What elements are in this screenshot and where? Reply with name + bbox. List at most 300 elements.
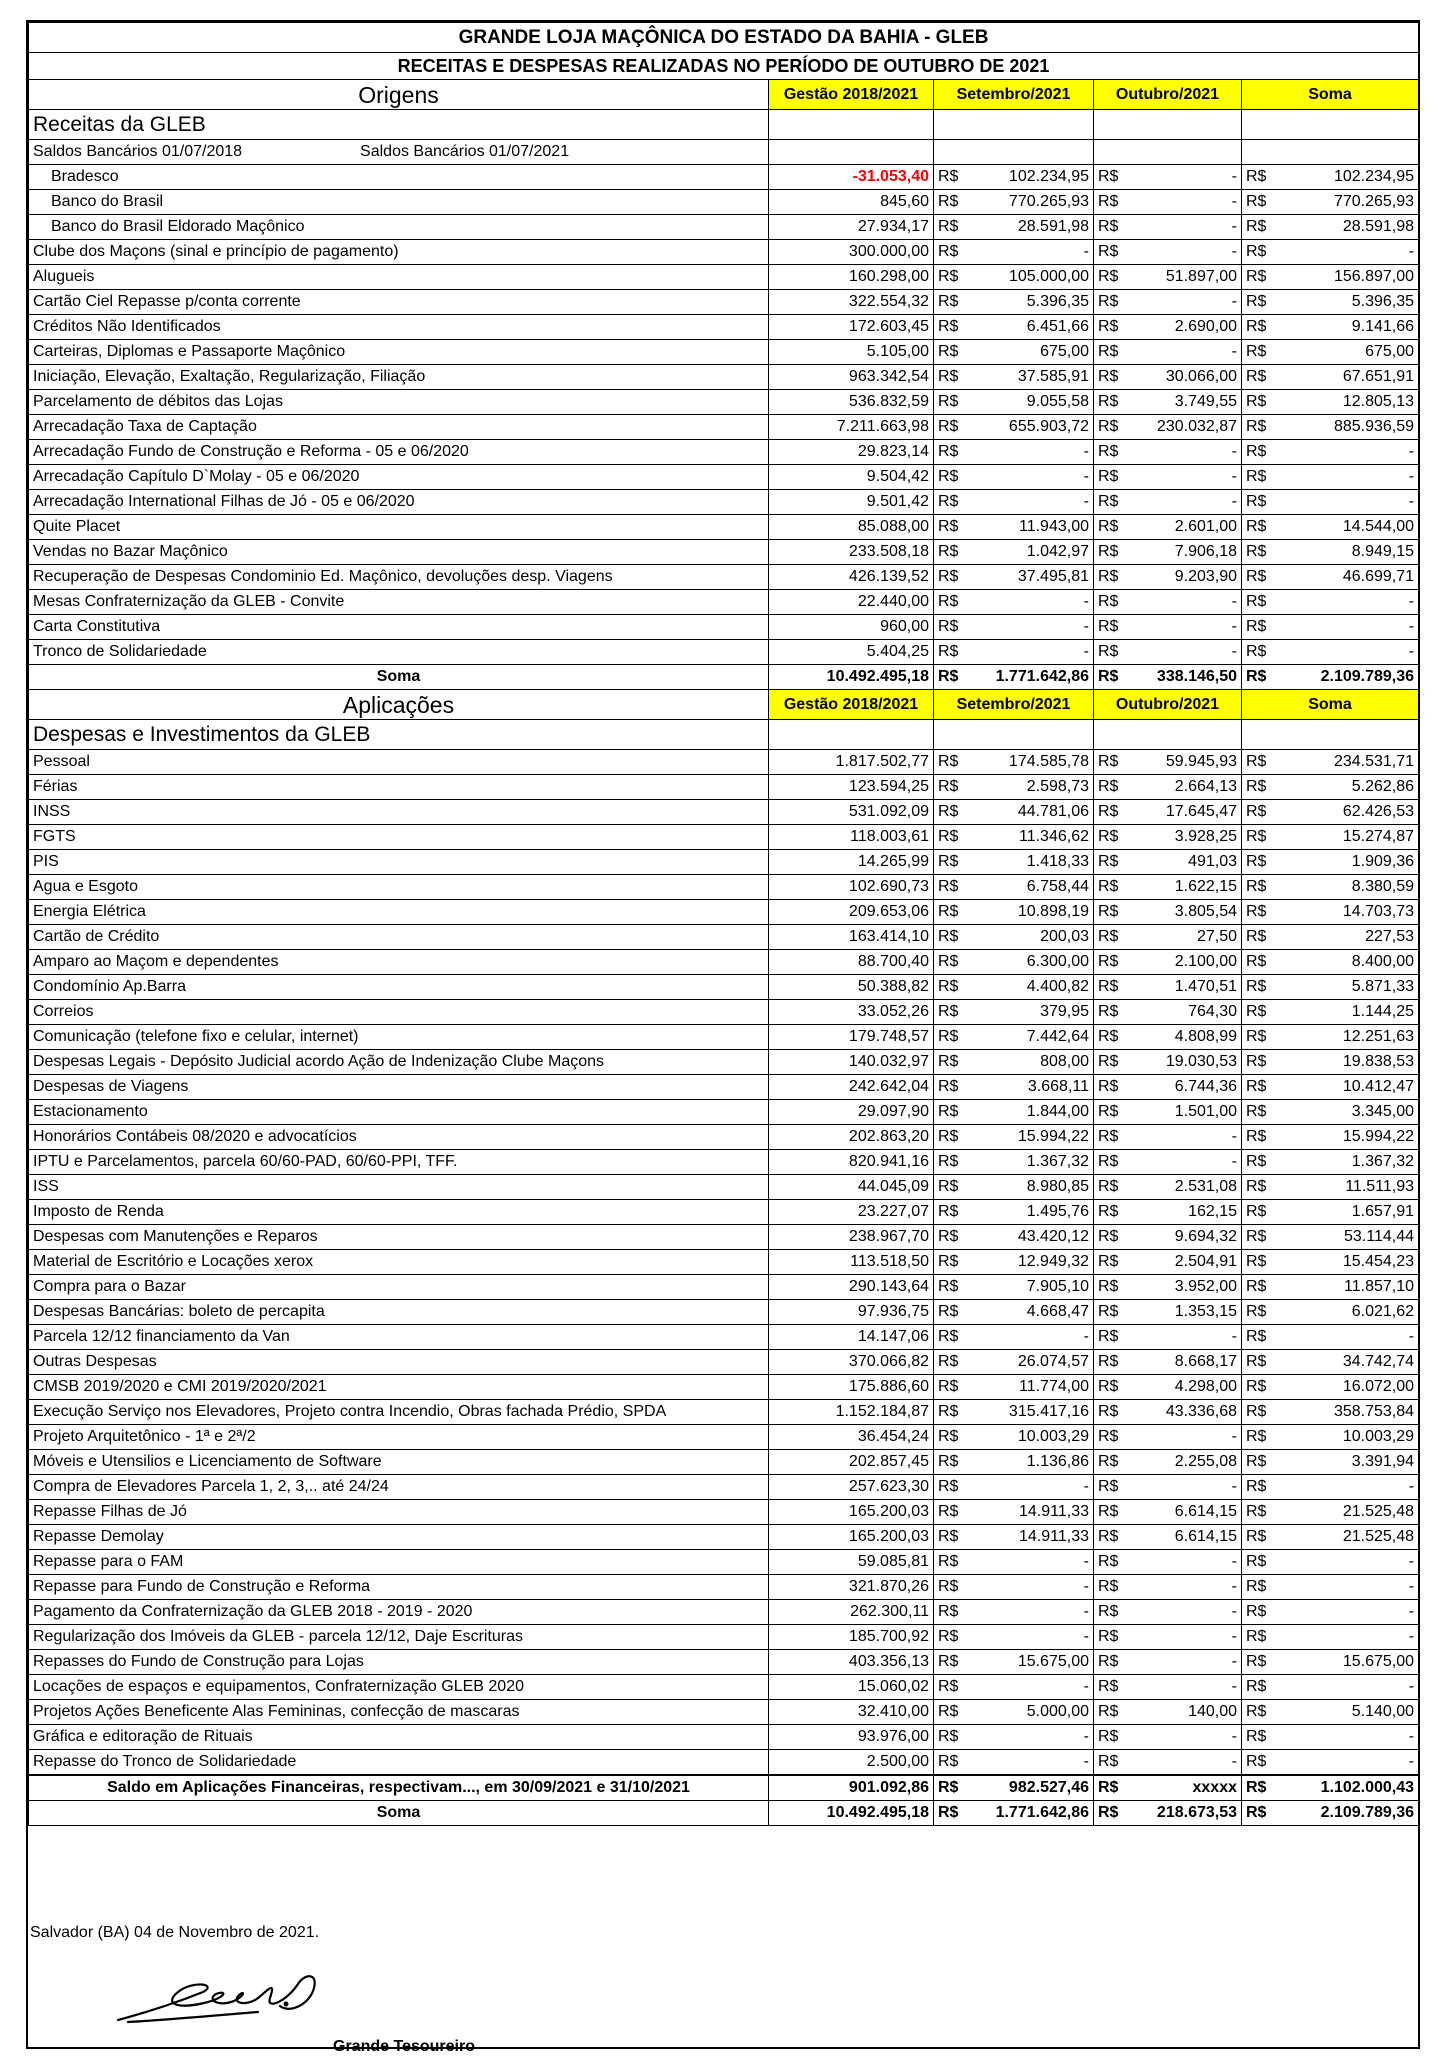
value-gestao: 163.414,10 bbox=[769, 925, 934, 950]
value-t: - bbox=[1270, 1575, 1419, 1600]
value-t: - bbox=[1270, 1675, 1419, 1700]
currency-symbol: R$ bbox=[934, 925, 962, 950]
currency-symbol: R$ bbox=[1242, 1250, 1270, 1275]
value-gestao: 172.603,45 bbox=[769, 315, 934, 340]
currency-symbol: R$ bbox=[1242, 1425, 1270, 1450]
value-s: 3.668,11 bbox=[962, 1075, 1094, 1100]
table-row bbox=[29, 1050, 1419, 1075]
currency-symbol: R$ bbox=[1242, 390, 1270, 415]
row-label: Bradesco bbox=[29, 165, 769, 190]
table-row bbox=[29, 1650, 1419, 1675]
value-s: 5.000,00 bbox=[962, 1700, 1094, 1725]
value-gestao: 300.000,00 bbox=[769, 240, 934, 265]
currency-symbol: R$ bbox=[1094, 1600, 1122, 1625]
value-t: 8.400,00 bbox=[1270, 950, 1419, 975]
value-o: - bbox=[1122, 1650, 1242, 1675]
currency-symbol: R$ bbox=[1094, 775, 1122, 800]
value-o: - bbox=[1122, 1550, 1242, 1575]
value-o: - bbox=[1122, 1725, 1242, 1750]
currency-symbol: R$ bbox=[1242, 340, 1270, 365]
value-o: 3.749,55 bbox=[1122, 390, 1242, 415]
value-s: 1.418,33 bbox=[962, 850, 1094, 875]
value-gestao: 238.967,70 bbox=[769, 1225, 934, 1250]
value-s: 4.400,82 bbox=[962, 975, 1094, 1000]
table-row bbox=[29, 1750, 1419, 1776]
value-s: 43.420,12 bbox=[962, 1225, 1094, 1250]
value-s: 1.844,00 bbox=[962, 1100, 1094, 1125]
row-label: Arrecadação Capítulo D`Molay - 05 e 06/2020 bbox=[29, 465, 769, 490]
row-label: Repasse do Tronco de Solidariedade bbox=[29, 1750, 769, 1776]
table-row bbox=[29, 1075, 1419, 1100]
row-label: Honorários Contábeis 08/2020 e advocatícios bbox=[29, 1125, 769, 1150]
value-t: 19.838,53 bbox=[1270, 1050, 1419, 1075]
value-o: - bbox=[1122, 1425, 1242, 1450]
value-o: 491,03 bbox=[1122, 850, 1242, 875]
currency-symbol: R$ bbox=[1242, 900, 1270, 925]
value-s: - bbox=[962, 1575, 1094, 1600]
currency-symbol: R$ bbox=[934, 1500, 962, 1525]
value-gestao: 175.886,60 bbox=[769, 1375, 934, 1400]
currency-symbol: R$ bbox=[1094, 900, 1122, 925]
value-gestao: 7.211.663,98 bbox=[769, 415, 934, 440]
group-header-row bbox=[29, 720, 1419, 750]
currency-symbol: R$ bbox=[1094, 1500, 1122, 1525]
table-row bbox=[29, 1325, 1419, 1350]
table-row bbox=[29, 1025, 1419, 1050]
currency-symbol: R$ bbox=[1094, 1801, 1122, 1826]
currency-symbol: R$ bbox=[1094, 950, 1122, 975]
value-o: 2.531,08 bbox=[1122, 1175, 1242, 1200]
currency-symbol: R$ bbox=[1242, 1025, 1270, 1050]
value-t: 11.511,93 bbox=[1270, 1175, 1419, 1200]
currency-symbol: R$ bbox=[1094, 1575, 1122, 1600]
row-label: Alugueis bbox=[29, 265, 769, 290]
table-row bbox=[29, 1775, 1419, 1801]
currency-symbol: R$ bbox=[934, 165, 962, 190]
currency-symbol: R$ bbox=[1094, 265, 1122, 290]
value-o: - bbox=[1122, 290, 1242, 315]
currency-symbol: R$ bbox=[934, 1375, 962, 1400]
value-gestao: 97.936,75 bbox=[769, 1300, 934, 1325]
currency-symbol: R$ bbox=[1242, 1075, 1270, 1100]
value-o: 6.614,15 bbox=[1122, 1525, 1242, 1550]
value-s: - bbox=[962, 640, 1094, 665]
value-s: 26.074,57 bbox=[962, 1350, 1094, 1375]
empty-cell bbox=[1094, 110, 1242, 140]
currency-symbol: R$ bbox=[1242, 165, 1270, 190]
value-t: 234.531,71 bbox=[1270, 750, 1419, 775]
value-gestao: 85.088,00 bbox=[769, 515, 934, 540]
row-label: Repasse para o FAM bbox=[29, 1550, 769, 1575]
currency-symbol: R$ bbox=[1242, 640, 1270, 665]
value-gestao: 963.342,54 bbox=[769, 365, 934, 390]
currency-symbol: R$ bbox=[934, 1000, 962, 1025]
row-label: Condomínio Ap.Barra bbox=[29, 975, 769, 1000]
value-gestao: 426.139,52 bbox=[769, 565, 934, 590]
row-label: CMSB 2019/2020 e CMI 2019/2020/2021 bbox=[29, 1375, 769, 1400]
currency-symbol: R$ bbox=[1094, 1700, 1122, 1725]
value-t: 14.544,00 bbox=[1270, 515, 1419, 540]
value-gestao: 14.147,06 bbox=[769, 1325, 934, 1350]
value-t: 358.753,84 bbox=[1270, 1400, 1419, 1425]
value-s: 14.911,33 bbox=[962, 1500, 1094, 1525]
row-label: Estacionamento bbox=[29, 1100, 769, 1125]
currency-symbol: R$ bbox=[934, 1725, 962, 1750]
value-gestao: 403.356,13 bbox=[769, 1650, 934, 1675]
value-s: 15.675,00 bbox=[962, 1650, 1094, 1675]
currency-symbol: R$ bbox=[934, 1775, 962, 1801]
value-gestao: 845,60 bbox=[769, 190, 934, 215]
row-label: INSS bbox=[29, 800, 769, 825]
currency-symbol: R$ bbox=[1242, 925, 1270, 950]
value-gestao: 2.500,00 bbox=[769, 1750, 934, 1776]
value-gestao: 901.092,86 bbox=[769, 1775, 934, 1801]
row-label: Parcela 12/12 financiamento da Van bbox=[29, 1325, 769, 1350]
value-t: - bbox=[1270, 1475, 1419, 1500]
currency-symbol: R$ bbox=[1242, 315, 1270, 340]
value-o: 59.945,93 bbox=[1122, 750, 1242, 775]
value-o: 338.146,50 bbox=[1122, 665, 1242, 690]
value-s: 15.994,22 bbox=[962, 1125, 1094, 1150]
empty-cell bbox=[1094, 720, 1242, 750]
value-o: - bbox=[1122, 590, 1242, 615]
value-t: 12.805,13 bbox=[1270, 390, 1419, 415]
value-t: 15.274,87 bbox=[1270, 825, 1419, 850]
value-t: 885.936,59 bbox=[1270, 415, 1419, 440]
currency-symbol: R$ bbox=[1094, 1250, 1122, 1275]
currency-symbol: R$ bbox=[934, 365, 962, 390]
value-gestao: 531.092,09 bbox=[769, 800, 934, 825]
value-t: 6.021,62 bbox=[1270, 1300, 1419, 1325]
value-o: - bbox=[1122, 615, 1242, 640]
value-s: - bbox=[962, 465, 1094, 490]
value-s: 44.781,06 bbox=[962, 800, 1094, 825]
currency-symbol: R$ bbox=[1094, 1050, 1122, 1075]
value-t: 21.525,48 bbox=[1270, 1525, 1419, 1550]
value-s: - bbox=[962, 440, 1094, 465]
table-row bbox=[29, 1700, 1419, 1725]
value-gestao: 290.143,64 bbox=[769, 1275, 934, 1300]
row-label: Repasses do Fundo de Construção para Lojas bbox=[29, 1650, 769, 1675]
row-label: Férias bbox=[29, 775, 769, 800]
value-o: - bbox=[1122, 165, 1242, 190]
currency-symbol: R$ bbox=[1242, 1775, 1270, 1801]
currency-symbol: R$ bbox=[1242, 1225, 1270, 1250]
value-o: 2.690,00 bbox=[1122, 315, 1242, 340]
table-row bbox=[29, 750, 1419, 775]
value-t: 10.412,47 bbox=[1270, 1075, 1419, 1100]
group-title: Receitas da GLEB bbox=[29, 110, 769, 140]
currency-symbol: R$ bbox=[934, 340, 962, 365]
currency-symbol: R$ bbox=[1094, 925, 1122, 950]
value-o: 3.952,00 bbox=[1122, 1275, 1242, 1300]
currency-symbol: R$ bbox=[1094, 215, 1122, 240]
currency-symbol: R$ bbox=[934, 1150, 962, 1175]
currency-symbol: R$ bbox=[1094, 1275, 1122, 1300]
currency-symbol: R$ bbox=[1242, 1100, 1270, 1125]
currency-symbol: R$ bbox=[1242, 1175, 1270, 1200]
table-row bbox=[29, 1625, 1419, 1650]
currency-symbol: R$ bbox=[934, 900, 962, 925]
currency-symbol: R$ bbox=[1242, 1375, 1270, 1400]
currency-symbol: R$ bbox=[1094, 240, 1122, 265]
currency-symbol: R$ bbox=[1242, 1300, 1270, 1325]
table-row bbox=[29, 1575, 1419, 1600]
table-row bbox=[29, 1150, 1419, 1175]
row-label: Energia Elétrica bbox=[29, 900, 769, 925]
currency-symbol: R$ bbox=[934, 215, 962, 240]
row-label: Vendas no Bazar Maçônico bbox=[29, 540, 769, 565]
value-gestao: 5.404,25 bbox=[769, 640, 934, 665]
currency-symbol: R$ bbox=[1094, 315, 1122, 340]
value-o: - bbox=[1122, 1325, 1242, 1350]
value-s: 10.898,19 bbox=[962, 900, 1094, 925]
value-t: 28.591,98 bbox=[1270, 215, 1419, 240]
currency-symbol: R$ bbox=[934, 1575, 962, 1600]
value-gestao: 36.454,24 bbox=[769, 1425, 934, 1450]
currency-symbol: R$ bbox=[934, 1400, 962, 1425]
value-o: - bbox=[1122, 340, 1242, 365]
value-t: 62.426,53 bbox=[1270, 800, 1419, 825]
saldos-label-2021: Saldos Bancários 01/07/2021 bbox=[360, 143, 570, 160]
currency-symbol: R$ bbox=[1242, 1575, 1270, 1600]
currency-symbol: R$ bbox=[1094, 1350, 1122, 1375]
value-o: 19.030,53 bbox=[1122, 1050, 1242, 1075]
row-label: Repasse Filhas de Jó bbox=[29, 1500, 769, 1525]
value-s: 10.003,29 bbox=[962, 1425, 1094, 1450]
row-label: Quite Placet bbox=[29, 515, 769, 540]
table-row bbox=[29, 1801, 1419, 1826]
value-s: 37.495,81 bbox=[962, 565, 1094, 590]
group-title: Despesas e Investimentos da GLEB bbox=[29, 720, 769, 750]
table-row bbox=[29, 1100, 1419, 1125]
currency-symbol: R$ bbox=[934, 515, 962, 540]
currency-symbol: R$ bbox=[1094, 465, 1122, 490]
value-t: 53.114,44 bbox=[1270, 1225, 1419, 1250]
value-o: 17.645,47 bbox=[1122, 800, 1242, 825]
row-label: Execução Serviço nos Elevadores, Projeto contra Incendio, Obras fachada Prédio, SPDA bbox=[29, 1400, 769, 1425]
value-s: 8.980,85 bbox=[962, 1175, 1094, 1200]
currency-symbol: R$ bbox=[934, 1325, 962, 1350]
currency-symbol: R$ bbox=[934, 1675, 962, 1700]
table-row bbox=[29, 1000, 1419, 1025]
value-t: 15.675,00 bbox=[1270, 1650, 1419, 1675]
table-row bbox=[29, 1125, 1419, 1150]
value-s: 4.668,47 bbox=[962, 1300, 1094, 1325]
value-t: 8.949,15 bbox=[1270, 540, 1419, 565]
value-t: 11.857,10 bbox=[1270, 1275, 1419, 1300]
currency-symbol: R$ bbox=[934, 265, 962, 290]
table-row bbox=[29, 1400, 1419, 1425]
value-gestao: 22.440,00 bbox=[769, 590, 934, 615]
value-t: 9.141,66 bbox=[1270, 315, 1419, 340]
currency-symbol: R$ bbox=[934, 1225, 962, 1250]
currency-symbol: R$ bbox=[934, 565, 962, 590]
currency-symbol: R$ bbox=[934, 1450, 962, 1475]
row-label: Pagamento da Confraternização da GLEB 2018 - 2019 - 2020 bbox=[29, 1600, 769, 1625]
value-s: - bbox=[962, 1725, 1094, 1750]
currency-symbol: R$ bbox=[1094, 1325, 1122, 1350]
col-header-setembro: Setembro/2021 bbox=[934, 80, 1094, 110]
value-s: - bbox=[962, 1675, 1094, 1700]
value-o: 1.353,15 bbox=[1122, 1300, 1242, 1325]
group-header-row bbox=[29, 110, 1419, 140]
value-o: 6.614,15 bbox=[1122, 1500, 1242, 1525]
value-t: 5.262,86 bbox=[1270, 775, 1419, 800]
currency-symbol: R$ bbox=[1094, 1075, 1122, 1100]
currency-symbol: R$ bbox=[1094, 1725, 1122, 1750]
value-s: 200,03 bbox=[962, 925, 1094, 950]
table-row bbox=[29, 1250, 1419, 1275]
currency-symbol: R$ bbox=[1242, 365, 1270, 390]
value-t: - bbox=[1270, 1550, 1419, 1575]
table-row bbox=[29, 640, 1419, 665]
row-label: Projetos Ações Beneficente Alas Femininas, confecção de mascaras bbox=[29, 1700, 769, 1725]
currency-symbol: R$ bbox=[934, 290, 962, 315]
currency-symbol: R$ bbox=[934, 1425, 962, 1450]
currency-symbol: R$ bbox=[1094, 875, 1122, 900]
currency-symbol: R$ bbox=[1242, 1350, 1270, 1375]
currency-symbol: R$ bbox=[1242, 290, 1270, 315]
currency-symbol: R$ bbox=[934, 1100, 962, 1125]
row-label: Soma bbox=[29, 665, 769, 690]
currency-symbol: R$ bbox=[934, 1125, 962, 1150]
currency-symbol: R$ bbox=[934, 665, 962, 690]
section-title: Aplicações bbox=[29, 690, 769, 720]
value-o: 764,30 bbox=[1122, 1000, 1242, 1025]
currency-symbol: R$ bbox=[934, 1300, 962, 1325]
value-o: 1.622,15 bbox=[1122, 875, 1242, 900]
currency-symbol: R$ bbox=[934, 775, 962, 800]
value-gestao: 202.857,45 bbox=[769, 1450, 934, 1475]
value-gestao: 102.690,73 bbox=[769, 875, 934, 900]
currency-symbol: R$ bbox=[1242, 1450, 1270, 1475]
currency-symbol: R$ bbox=[1242, 265, 1270, 290]
currency-symbol: R$ bbox=[1094, 1475, 1122, 1500]
row-label: Carteiras, Diplomas e Passaporte Maçônico bbox=[29, 340, 769, 365]
value-s: - bbox=[962, 1550, 1094, 1575]
value-gestao: 242.642,04 bbox=[769, 1075, 934, 1100]
value-o: 230.032,87 bbox=[1122, 415, 1242, 440]
row-label: Despesas Legais - Depósito Judicial acordo Ação de Indenização Clube Maçons bbox=[29, 1050, 769, 1075]
value-gestao: 88.700,40 bbox=[769, 950, 934, 975]
currency-symbol: R$ bbox=[1094, 1450, 1122, 1475]
row-label: Clube dos Maçons (sinal e princípio de pagamento) bbox=[29, 240, 769, 265]
currency-symbol: R$ bbox=[934, 1175, 962, 1200]
currency-symbol: R$ bbox=[1242, 775, 1270, 800]
currency-symbol: R$ bbox=[1242, 825, 1270, 850]
currency-symbol: R$ bbox=[1094, 190, 1122, 215]
col-header-outubro: Outubro/2021 bbox=[1094, 80, 1242, 110]
value-s: 7.442,64 bbox=[962, 1025, 1094, 1050]
table-row bbox=[29, 975, 1419, 1000]
table-row bbox=[29, 1375, 1419, 1400]
value-o: 162,15 bbox=[1122, 1200, 1242, 1225]
currency-symbol: R$ bbox=[1094, 440, 1122, 465]
row-label: Compra de Elevadores Parcela 1, 2, 3,.. até 24/24 bbox=[29, 1475, 769, 1500]
table-row bbox=[29, 1425, 1419, 1450]
row-label: Projeto Arquitetônico - 1ª e 2ª/2 bbox=[29, 1425, 769, 1450]
value-t: 675,00 bbox=[1270, 340, 1419, 365]
value-gestao: 118.003,61 bbox=[769, 825, 934, 850]
currency-symbol: R$ bbox=[934, 1650, 962, 1675]
currency-symbol: R$ bbox=[934, 1200, 962, 1225]
currency-symbol: R$ bbox=[1242, 750, 1270, 775]
currency-symbol: R$ bbox=[1242, 975, 1270, 1000]
col-header-soma: Soma bbox=[1242, 80, 1419, 110]
value-o: - bbox=[1122, 1575, 1242, 1600]
value-t: 770.265,93 bbox=[1270, 190, 1419, 215]
value-t: 156.897,00 bbox=[1270, 265, 1419, 290]
currency-symbol: R$ bbox=[1242, 515, 1270, 540]
value-o: - bbox=[1122, 640, 1242, 665]
currency-symbol: R$ bbox=[1242, 1200, 1270, 1225]
value-gestao: 15.060,02 bbox=[769, 1675, 934, 1700]
row-label: Iniciação, Elevação, Exaltação, Regularização, Filiação bbox=[29, 365, 769, 390]
empty-cell bbox=[1242, 110, 1419, 140]
table-row bbox=[29, 390, 1419, 415]
value-o: 4.298,00 bbox=[1122, 1375, 1242, 1400]
table-row bbox=[29, 665, 1419, 690]
row-label: Arrecadação Fundo de Construção e Reforma - 05 e 06/2020 bbox=[29, 440, 769, 465]
row-label: Tronco de Solidariedade bbox=[29, 640, 769, 665]
value-s: 982.527,46 bbox=[962, 1775, 1094, 1801]
table-row bbox=[29, 490, 1419, 515]
value-t: - bbox=[1270, 1600, 1419, 1625]
table-row bbox=[29, 165, 1419, 190]
currency-symbol: R$ bbox=[1094, 800, 1122, 825]
currency-symbol: R$ bbox=[1094, 1425, 1122, 1450]
value-s: 28.591,98 bbox=[962, 215, 1094, 240]
col-header-gestao: Gestão 2018/2021 bbox=[769, 80, 934, 110]
value-gestao: 202.863,20 bbox=[769, 1125, 934, 1150]
value-s: - bbox=[962, 1325, 1094, 1350]
empty-cell bbox=[1094, 140, 1242, 165]
value-t: 12.251,63 bbox=[1270, 1025, 1419, 1050]
value-t: 16.072,00 bbox=[1270, 1375, 1419, 1400]
currency-symbol: R$ bbox=[934, 1525, 962, 1550]
currency-symbol: R$ bbox=[1242, 1550, 1270, 1575]
value-gestao: 44.045,09 bbox=[769, 1175, 934, 1200]
currency-symbol: R$ bbox=[934, 415, 962, 440]
value-t: 21.525,48 bbox=[1270, 1500, 1419, 1525]
table-row bbox=[29, 315, 1419, 340]
currency-symbol: R$ bbox=[934, 315, 962, 340]
currency-symbol: R$ bbox=[1094, 1775, 1122, 1801]
currency-symbol: R$ bbox=[1242, 1275, 1270, 1300]
currency-symbol: R$ bbox=[1094, 1125, 1122, 1150]
currency-symbol: R$ bbox=[1242, 215, 1270, 240]
value-t: - bbox=[1270, 640, 1419, 665]
currency-symbol: R$ bbox=[1094, 540, 1122, 565]
currency-symbol: R$ bbox=[1242, 1400, 1270, 1425]
value-o: xxxxx bbox=[1122, 1775, 1242, 1801]
value-t: - bbox=[1270, 590, 1419, 615]
currency-symbol: R$ bbox=[934, 540, 962, 565]
currency-symbol: R$ bbox=[1242, 1125, 1270, 1150]
row-label: Gráfica e editoração de Rituais bbox=[29, 1725, 769, 1750]
value-gestao: 321.870,26 bbox=[769, 1575, 934, 1600]
value-o: 2.504,91 bbox=[1122, 1250, 1242, 1275]
currency-symbol: R$ bbox=[1094, 1375, 1122, 1400]
row-label: Despesas de Viagens bbox=[29, 1075, 769, 1100]
value-o: 51.897,00 bbox=[1122, 265, 1242, 290]
value-s: 12.949,32 bbox=[962, 1250, 1094, 1275]
value-o: - bbox=[1122, 1675, 1242, 1700]
value-t: - bbox=[1270, 1750, 1419, 1776]
currency-symbol: R$ bbox=[934, 390, 962, 415]
empty-cell bbox=[1242, 720, 1419, 750]
